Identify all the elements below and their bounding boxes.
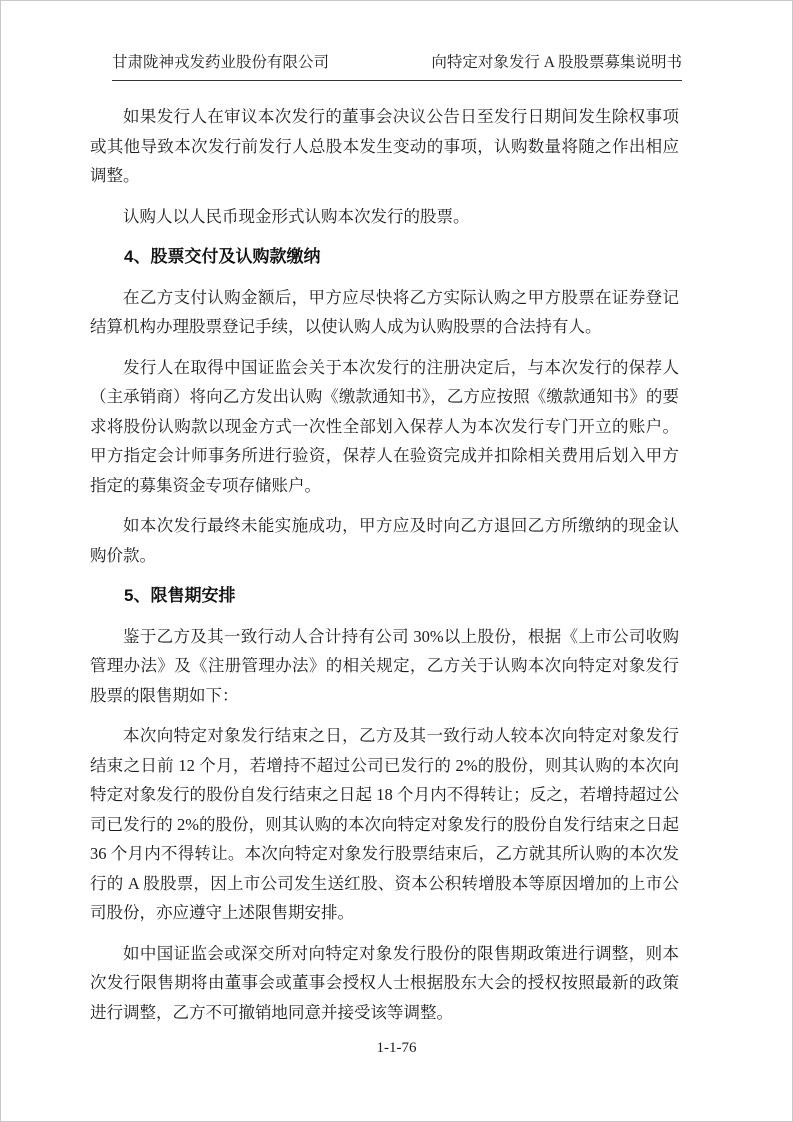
section-heading-5-lockup-arrangement: 5、限售期安排 (124, 586, 236, 605)
paragraph-adjustment-clause: 如果发行人在审议本次发行的董事会决议公告日至发行日期间发生除权事项或其他导致本次发行前发行人总股本发生变动的事项，认购数量将随之作出相应调整。 (90, 107, 679, 185)
header-company-name: 甘肃陇神戎发药业股份有限公司 (112, 54, 330, 71)
section-heading-4-share-delivery: 4、股票交付及认购款缴纳 (124, 247, 321, 266)
page-footer (1, 1037, 792, 1059)
paragraph-refund-clause: 如本次发行最终未能实施成功，甲方应及时向乙方退回乙方所缴纳的现金认购价款。 (90, 516, 679, 565)
paragraph-cash-subscription: 认购人以人民币现金形式认购本次发行的股票。 (123, 206, 470, 226)
paragraph-lockup-basis: 鉴于乙方及其一致行动人合计持有公司 30%以上股份，根据《上市公司收购管理办法》及《注册管理办法》的相关规定，乙方关于认购本次向特定对象发行股票的限售期如下： (90, 626, 679, 705)
paragraph-registration-procedure: 在乙方支付认购金额后，甲方应尽快将乙方实际认购之甲方股票在证券登记结算机构办理股票登记手续，以使认购人成为认购股票的合法持有人。 (90, 287, 679, 336)
paragraph-lockup-terms: 本次向特定对象发行结束之日，乙方及其一致行动人较本次向特定对象发行结束之日前 12 个月，若增持不超过公司已发行的 2%的股份，则其认购的本次向特定对象发行的股份自发行结束之日起 18 个月内不得转让；反之，若增持超过公司已发行的 2%的股份，则其认购的本次向特定对象发行的股份自发行结束之日起 36 个月内不得转让。本次向特定对象发行股票结束后，乙方就其所认购的本次发行的 A 股股票，因上市公司发生送红股、资本公积转增股本等原因增加的上市公司股份，亦应遵守上述限售期安排。 (90, 726, 679, 922)
document-body (90, 102, 679, 1038)
page-header (112, 50, 682, 81)
header-document-title: 向特定对象发行 A 股股票募集说明书 (431, 54, 682, 71)
page-number: 1-1-76 (376, 1040, 417, 1056)
paragraph-policy-adjustment: 如中国证监会或深交所对向特定对象发行股份的限售期政策进行调整，则本次发行限售期将由董事会或董事会授权人士根据股东大会的授权按照最新的政策进行调整，乙方不可撤销地同意并接受该等调整。 (90, 943, 679, 1022)
paragraph-payment-notice: 发行人在取得中国证监会关于本次发行的注册决定后，与本次发行的保荐人（主承销商）将向乙方发出认购《缴款通知书》，乙方应按照《缴款通知书》的要求将股份认购款以现金方式一次性全部划入保荐人为本次发行专门开立的账户。甲方指定会计师事务所进行验资，保荐人在验资完成并扣除相关费用后划入甲方指定的募集资金专项存储账户。 (90, 357, 679, 495)
